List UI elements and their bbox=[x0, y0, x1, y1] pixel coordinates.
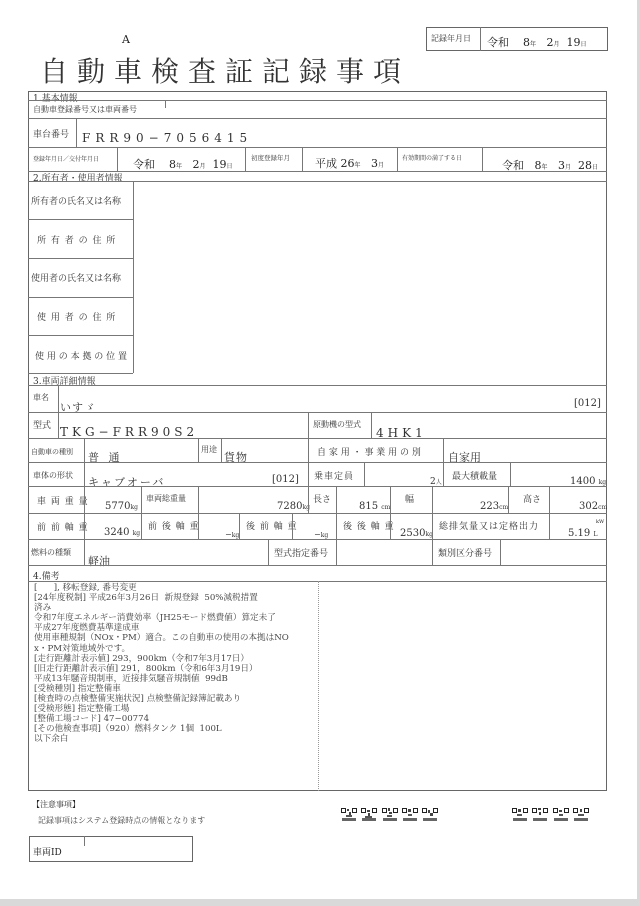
user-name-label: 使用者の氏名又は名称 bbox=[31, 274, 122, 284]
remarks-line: [検査時の点検整備実施状況] 点検整備記録簿記載あり bbox=[34, 694, 242, 705]
max-load-label: 最大積載量 bbox=[452, 472, 498, 482]
remarks-text bbox=[34, 583, 304, 745]
qr-code-5 bbox=[422, 808, 438, 822]
width-value: 223cm bbox=[480, 501, 509, 512]
expiry-label: 有効期間の満了する日 bbox=[402, 155, 463, 162]
width-label: 幅 bbox=[405, 495, 415, 505]
capacity-value: 2人 bbox=[430, 477, 442, 487]
vehicle-id-label: 車両ID bbox=[33, 848, 62, 858]
record-date: 令和 8年 2月 19日 bbox=[487, 36, 587, 49]
expiry-date: 令和 8年 3月 28日 bbox=[502, 159, 599, 172]
height-value: 302cm bbox=[579, 501, 608, 512]
first-reg-label: 初度登録年月 bbox=[251, 154, 290, 162]
model-label: 型式 bbox=[33, 421, 52, 431]
base-location-label: 使 用 の 本 拠 の 位 置 bbox=[35, 352, 128, 362]
qr-code-2 bbox=[361, 808, 377, 822]
notice-text: 記録事項はシステム登録時点の情報となります bbox=[38, 816, 206, 825]
use-label: 用途 bbox=[201, 445, 217, 454]
qr-code-7 bbox=[532, 808, 548, 822]
remarks-line: 平成13年騒音規制車，近接排気騒音規制値 99dB bbox=[34, 673, 228, 684]
weight-value: 5770kg bbox=[105, 501, 138, 512]
section3-title: 3.車両詳細情報 bbox=[33, 377, 96, 387]
body-code: [012] bbox=[272, 474, 299, 485]
section2-title: 2.所有者・使用者情報 bbox=[33, 174, 123, 184]
record-date-label: 記録年月日 bbox=[431, 34, 471, 43]
remarks-line: 使用車種規制（NOx・PM）適合。この自動車の使用の本拠はNO bbox=[34, 633, 289, 644]
remarks-line: 平成27年度燃費基準達成車 bbox=[34, 623, 140, 634]
section4-title: 4.備考 bbox=[33, 572, 60, 582]
height-label: 高さ bbox=[523, 495, 542, 505]
qr-code-9 bbox=[573, 808, 589, 822]
qr-code-8 bbox=[553, 808, 569, 822]
remarks-line: 済み bbox=[34, 603, 52, 614]
fuel-value: 軽油 bbox=[88, 555, 110, 568]
engine-label: 原動機の型式 bbox=[313, 420, 361, 429]
remarks-line: x・PM対策地域外です。 bbox=[34, 643, 131, 654]
remarks-line: [その他検査事項]（920）燃料タンク 1個 100L bbox=[34, 724, 222, 735]
rr-axle-value: 2530kg bbox=[400, 528, 433, 539]
car-name-value: いすゞ bbox=[60, 401, 96, 414]
gross-value: 7280kg bbox=[277, 501, 310, 512]
car-name-code: [012] bbox=[574, 398, 601, 409]
kw-unit: kW bbox=[596, 519, 605, 525]
qr-code-3 bbox=[382, 808, 398, 822]
kind-value: 普 通 bbox=[88, 451, 123, 464]
remarks-line: 令和7年度エネルギー消費効率（JH25モード燃費値）算定未了 bbox=[34, 613, 276, 624]
displacement-value: 5.19 L bbox=[568, 528, 598, 539]
reg-number-label: 自動車登録番号又は車両番号 bbox=[33, 105, 137, 114]
page-title: 自動車検査証記録事項 bbox=[40, 55, 411, 88]
body-label: 車体の形状 bbox=[33, 471, 73, 480]
length-value: 815 cm bbox=[359, 501, 391, 512]
remarks-line: [24年度税制] 平成26年3月26日 新規登録 50%減税措置 bbox=[34, 593, 258, 604]
use-value: 貨物 bbox=[224, 451, 248, 464]
private-label: 自 家 用 ・ 事 業 用 の 別 bbox=[317, 448, 421, 458]
max-load-value: 1400 kg bbox=[570, 476, 607, 487]
length-label: 長さ bbox=[313, 495, 332, 505]
reg-date-label: 登録年月日／交付年月日 bbox=[33, 156, 100, 163]
gross-label: 車両総重量 bbox=[146, 494, 186, 503]
body-value: キャブオーバ bbox=[88, 476, 166, 489]
private-value: 自家用 bbox=[448, 451, 481, 464]
user-address-label: 使 用 者 の 住 所 bbox=[37, 313, 117, 323]
remarks-line: [整備工場コード] 47−00774 bbox=[34, 714, 150, 725]
remarks-line: [受検種別] 指定整備車 bbox=[34, 683, 121, 694]
type-desig-label: 型式指定番号 bbox=[274, 549, 329, 559]
rf-axle-label: 後 前 軸 重 bbox=[246, 522, 298, 532]
qr-code-4 bbox=[402, 808, 418, 822]
displacement-label: 総排気量又は定格出力 bbox=[439, 522, 540, 532]
section1-title: 1.基本情報 bbox=[33, 94, 78, 104]
ff-axle-label: 前 前 軸 重 bbox=[37, 523, 89, 533]
qr-code-6 bbox=[512, 808, 528, 822]
remarks-line: [受検形態] 指定整備工場 bbox=[34, 704, 130, 715]
fuel-label: 燃料の種類 bbox=[31, 548, 71, 557]
remarks-line: [旧走行距離計表示値] 291，800km（令和6年3月19日） bbox=[34, 663, 258, 674]
engine-value: 4HK1 bbox=[376, 426, 427, 440]
remarks-line: 以下余白 bbox=[34, 734, 69, 745]
remarks-line: [走行距離計表示値] 293，900km（令和7年3月17日） bbox=[34, 653, 249, 664]
reg-date: 令和 8年 2月 19日 bbox=[133, 158, 233, 171]
chassis-label: 車台番号 bbox=[33, 130, 70, 140]
first-reg-date: 平成 26年 3月 bbox=[315, 157, 385, 170]
qr-code-1 bbox=[341, 808, 357, 822]
kind-label: 自動車の種別 bbox=[31, 448, 73, 456]
capacity-label: 乗車定員 bbox=[314, 472, 355, 482]
owner-address-label: 所 有 者 の 住 所 bbox=[37, 236, 117, 246]
rr-axle-label: 後 後 軸 重 bbox=[343, 522, 395, 532]
fr-axle-label: 前 後 軸 重 bbox=[148, 522, 200, 532]
owner-name-label: 所有者の氏名又は名称 bbox=[31, 197, 122, 207]
category-label: 類別区分番号 bbox=[438, 549, 493, 559]
fr-axle-value: −kg bbox=[225, 530, 240, 539]
rf-axle-value: −kg bbox=[314, 530, 329, 539]
car-name-label: 車名 bbox=[33, 393, 49, 402]
chassis-value: FRR90−7056415 bbox=[82, 131, 253, 145]
notice-title: 【注意事項】 bbox=[32, 800, 80, 809]
remarks-line: [ ], 移転登録, 番号変更 bbox=[34, 583, 137, 593]
model-value: TKG−FRR90S2 bbox=[60, 425, 199, 439]
weight-label: 車 両 重 量 bbox=[37, 497, 89, 507]
form-mark: A bbox=[122, 33, 130, 46]
ff-axle-value: 3240 kg bbox=[104, 527, 141, 538]
